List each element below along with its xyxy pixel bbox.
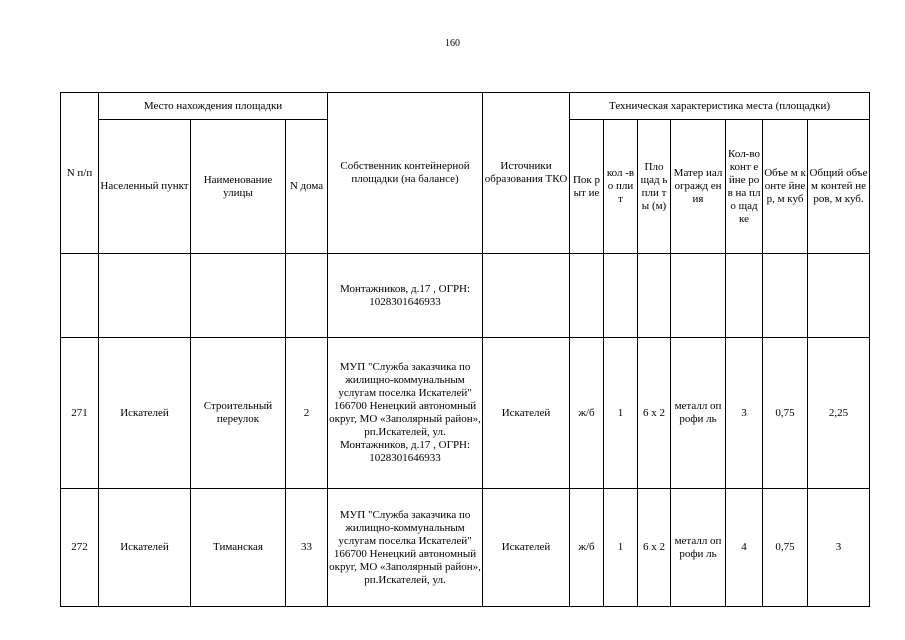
cell-slabs: 1 (604, 338, 638, 489)
header-slab-area: Пло щад ь пли ты (м) (638, 120, 671, 254)
cell-containers: 4 (726, 489, 763, 607)
cell-settlement (99, 254, 191, 338)
cell-settlement: Искателей (99, 338, 191, 489)
cell-slabs: 1 (604, 489, 638, 607)
cell-containers: 3 (726, 338, 763, 489)
header-total-volume: Общий объем контей неров, м куб. (808, 120, 870, 254)
cell-total: 2,25 (808, 338, 870, 489)
header-containers-count: Кол-во конт ейне ров на пло щад ке (726, 120, 763, 254)
header-row-1 (61, 93, 870, 120)
cell-street (191, 254, 286, 338)
header-num: N п/п (61, 93, 99, 254)
header-coating: Пок рыт ие (570, 120, 604, 254)
cell-slab-area: 6 х 2 (638, 489, 671, 607)
table-row (61, 254, 870, 338)
page-number: 160 (445, 38, 460, 49)
cell-num: 272 (61, 489, 99, 607)
header-street: Наименование улицы (191, 120, 286, 254)
cell-fence: металл опрофи ль (671, 338, 726, 489)
table-row (61, 489, 870, 607)
cell-slab-area: 6 х 2 (638, 338, 671, 489)
cell-house (286, 254, 328, 338)
cell-owner: МУП "Служба заказчика по жилищно-коммунальным услугам поселка Искателей" 166700 Ненецкий автономный округ, МО «Заполярный район», рп.Искателей, ул. (328, 489, 483, 607)
header-location-group: Место нахождения площадки (99, 93, 328, 120)
cell-total (808, 254, 870, 338)
cell-coating: ж/б (570, 489, 604, 607)
cell-slab-area (638, 254, 671, 338)
header-fence-material: Матер иал огражд ения (671, 120, 726, 254)
cell-owner: МУП "Служба заказчика по жилищно-коммунальным услугам поселка Искателей" 166700 Ненецкий автономный округ, МО «Заполярный район», рп.Искателей, ул. Монтажников, д.17 , ОГРН: 1028301646933 (328, 338, 483, 489)
cell-coating: ж/б (570, 338, 604, 489)
cell-volume (763, 254, 808, 338)
cell-fence (671, 254, 726, 338)
cell-street: Строительный переулок (191, 338, 286, 489)
cell-slabs (604, 254, 638, 338)
cell-owner: Монтажников, д.17 , ОГРН: 1028301646933 (328, 254, 483, 338)
header-tech-group: Техническая характеристика места (площадки) (570, 93, 870, 120)
cell-num: 271 (61, 338, 99, 489)
cell-containers (726, 254, 763, 338)
cell-sources (483, 254, 570, 338)
header-container-volume: Объе м конте йнер, м куб (763, 120, 808, 254)
cell-num (61, 254, 99, 338)
cell-sources: Искателей (483, 338, 570, 489)
cell-volume: 0,75 (763, 489, 808, 607)
header-owner: Собственник контейнерной площадки (на балансе) (328, 93, 483, 254)
header-settlement: Населенный пункт (99, 120, 191, 254)
cell-total: 3 (808, 489, 870, 607)
cell-house: 33 (286, 489, 328, 607)
cell-fence: металл опрофи ль (671, 489, 726, 607)
cell-volume: 0,75 (763, 338, 808, 489)
header-sources: Источники образования ТКО (483, 93, 570, 254)
cell-house: 2 (286, 338, 328, 489)
cell-street: Тиманская (191, 489, 286, 607)
container-sites-table (60, 92, 870, 607)
cell-sources: Искателей (483, 489, 570, 607)
cell-coating (570, 254, 604, 338)
table-row (61, 338, 870, 489)
header-slabs-count: кол -во пли т (604, 120, 638, 254)
cell-settlement: Искателей (99, 489, 191, 607)
header-house: N дома (286, 120, 328, 254)
